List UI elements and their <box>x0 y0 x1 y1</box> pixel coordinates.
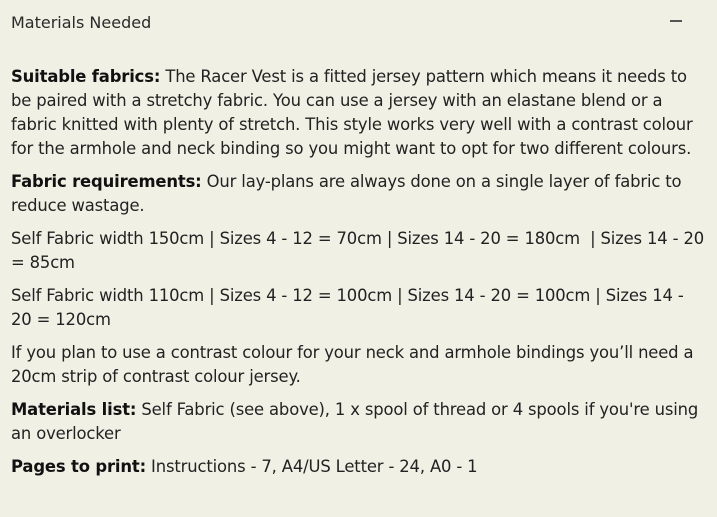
suitable-fabrics-paragraph <box>11 65 706 161</box>
fabric-requirements-paragraph <box>11 170 706 218</box>
pages-to-print-label: Pages to print: <box>11 457 146 476</box>
minus-icon[interactable] <box>670 20 682 22</box>
fabric-requirements-text: Our lay-plans are always done on a single layer of fabric to reduce wastage. <box>11 172 682 215</box>
accordion-header[interactable] <box>0 0 717 44</box>
pages-to-print-paragraph <box>11 455 706 479</box>
fabric-width-150-paragraph: Self Fabric width 150cm | Sizes 4 - 12 = 70cm | Sizes 14 - 20 = 180cm | Sizes 14 - 20 = 85cm <box>11 229 710 272</box>
suitable-fabrics-text: The Racer Vest is a fitted jersey pattern which means it needs to be paired with a stretchy fabric. You can use a jersey with an elastane blend or a fabric knitted with plenty of stretch. This style works very well with a contrast colour for the armhole and neck binding so you might want to opt for two different colours. <box>11 67 693 158</box>
contrast-note-paragraph: If you plan to use a contrast colour for your neck and armhole bindings you’ll need a 20cm strip of contrast colour jersey. <box>11 343 694 386</box>
materials-list-text: Self Fabric (see above), 1 x spool of thread or 4 spools if you're using an overlocker <box>11 400 699 443</box>
pages-to-print-text: Instructions - 7, A4/US Letter - 24, A0 - 1 <box>146 457 478 476</box>
accordion-title: Materials Needed <box>11 12 152 32</box>
accordion-body <box>0 44 717 479</box>
materials-list-label: Materials list: <box>11 400 137 419</box>
fabric-width-110-paragraph: Self Fabric width 110cm | Sizes 4 - 12 = 100cm | Sizes 14 - 20 = 100cm | Sizes 14 - 20 = 120cm <box>11 286 684 329</box>
fabric-requirements-label: Fabric requirements: <box>11 172 202 191</box>
materials-list-paragraph <box>11 398 706 446</box>
suitable-fabrics-label: Suitable fabrics: <box>11 67 161 86</box>
